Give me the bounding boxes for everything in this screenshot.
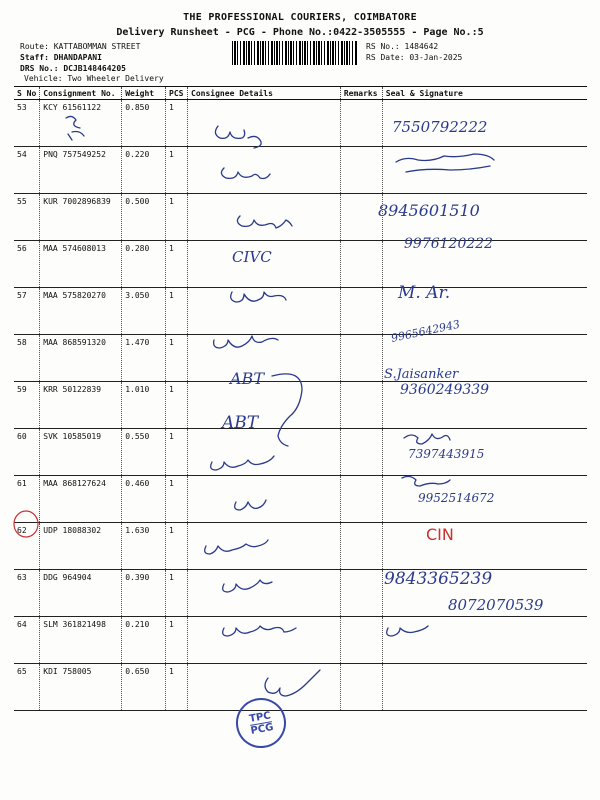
cell-pcs: 1 [166, 100, 188, 147]
cell-pcs: 1 [166, 382, 188, 429]
col-header-consignment: Consignment No. [40, 87, 122, 100]
cell-remarks [340, 241, 382, 288]
cell-weight: 0.550 [122, 429, 166, 476]
consignee-name-56: CIVC [232, 248, 272, 266]
remark-63: CIN [426, 525, 454, 544]
cell-consignee [188, 570, 341, 617]
cell-weight: 0.220 [122, 147, 166, 194]
table-row [14, 429, 587, 476]
cell-consignee [188, 523, 341, 570]
cell-remarks [340, 382, 382, 429]
cell-signature [382, 194, 587, 241]
signature-phone-65: 8072070539 [448, 596, 544, 614]
cell-sno: 59 [14, 382, 40, 429]
signature-57: M. Ar. [398, 283, 451, 303]
cell-weight: 0.850 [122, 100, 166, 147]
signature-phone-59: 9360249339 [400, 382, 490, 398]
stamp-top-text: TPC [248, 709, 272, 725]
col-header-sno: S No [14, 87, 40, 100]
cell-pcs: 1 [166, 664, 188, 711]
col-header-signature: Seal & Signature [382, 87, 587, 100]
cell-weight: 0.210 [122, 617, 166, 664]
cell-sno: 54 [14, 147, 40, 194]
signature-phone-55: 8945601510 [378, 201, 480, 220]
cell-signature [382, 476, 587, 523]
cell-consignment: SVK 10585019 [40, 429, 122, 476]
cell-remarks [340, 523, 382, 570]
barcode [232, 41, 358, 65]
rs-date: RS Date: 03-Jan-2025 [366, 53, 463, 62]
table-row [14, 147, 587, 194]
cell-consignee [188, 194, 341, 241]
signature-phone-58: 9965642943 [389, 317, 462, 345]
runsheet-subtitle: Delivery Runsheet - PCG - Phone No.:0422-3505555 - Page No.:5 [116, 27, 484, 38]
cell-pcs: 1 [166, 570, 188, 617]
cell-pcs: 1 [166, 429, 188, 476]
cell-signature [382, 617, 587, 664]
cell-signature [382, 523, 587, 570]
cell-pcs: 1 [166, 523, 188, 570]
cell-consignment: KDI 758005 [40, 664, 122, 711]
cell-weight: 0.650 [122, 664, 166, 711]
cell-signature [382, 147, 587, 194]
cell-signature [382, 664, 587, 711]
cell-sno: 63 [14, 570, 40, 617]
cell-consignment: MAA 574608013 [40, 241, 122, 288]
cell-remarks [340, 335, 382, 382]
cell-pcs: 1 [166, 288, 188, 335]
cell-consignee [188, 617, 341, 664]
cell-signature [382, 241, 587, 288]
table-row [14, 476, 587, 523]
cell-consignment: MAA 575820270 [40, 288, 122, 335]
drs-line [20, 64, 126, 73]
signature-phone-53: 7550792222 [392, 118, 488, 136]
cell-weight: 1.010 [122, 382, 166, 429]
vehicle-text: Vehicle: Two Wheeler Delivery [24, 74, 164, 83]
cell-pcs: 1 [166, 194, 188, 241]
cell-pcs: 1 [166, 335, 188, 382]
staff-line [20, 53, 102, 62]
cell-consignment: KUR 7002896839 [40, 194, 122, 241]
cell-sno: 64 [14, 617, 40, 664]
cell-pcs: 1 [166, 147, 188, 194]
cell-consignment: DDG 964904 [40, 570, 122, 617]
table-row [14, 100, 587, 147]
staff-name: DHANDAPANI [53, 53, 102, 62]
cell-weight: 0.280 [122, 241, 166, 288]
table-row [14, 241, 587, 288]
cell-weight: 0.460 [122, 476, 166, 523]
route-text: Route: KATTABOMMAN STREET [20, 42, 141, 51]
cell-consignment: MAA 868127624 [40, 476, 122, 523]
stamp-bottom-text: PCG [249, 721, 275, 737]
cell-consignment: PNQ 757549252 [40, 147, 122, 194]
cell-consignee [188, 288, 341, 335]
cell-consignment: KRR 50122839 [40, 382, 122, 429]
cell-sno: 65 [14, 664, 40, 711]
table-header [14, 87, 587, 100]
company-name: THE PROFESSIONAL COURIERS, COIMBATORE [183, 12, 417, 23]
cell-signature [382, 429, 587, 476]
cell-remarks [340, 570, 382, 617]
drs-label: DRS No.: [20, 64, 59, 73]
cell-weight: 1.470 [122, 335, 166, 382]
runsheet-table [14, 86, 587, 711]
cell-sno: 53 [14, 100, 40, 147]
cell-weight: 3.050 [122, 288, 166, 335]
staff-label: Staff: [20, 53, 49, 62]
cell-consignment: KCY 61561122 [40, 100, 122, 147]
cell-signature [382, 570, 587, 617]
table-row [14, 382, 587, 429]
cell-remarks [340, 617, 382, 664]
cell-remarks [340, 288, 382, 335]
cell-consignee [188, 100, 341, 147]
cell-remarks [340, 476, 382, 523]
signature-phone-56: 9976120222 [404, 236, 494, 252]
cell-pcs: 1 [166, 476, 188, 523]
rs-number: RS No.: 1484642 [366, 42, 439, 51]
signature-59: S.Jaisanker [384, 367, 459, 382]
signature-phone-61: 7397443915 [408, 447, 485, 461]
cell-consignee [188, 382, 341, 429]
cell-signature [382, 335, 587, 382]
cell-sno: 57 [14, 288, 40, 335]
table-row [14, 664, 587, 711]
consignee-name-60: ABT [222, 413, 259, 433]
col-header-consignee: Consignee Details [188, 87, 341, 100]
cell-pcs: 1 [166, 241, 188, 288]
cell-remarks [340, 664, 382, 711]
table-row [14, 288, 587, 335]
cell-weight: 0.500 [122, 194, 166, 241]
col-header-pcs: PCS [166, 87, 188, 100]
cell-consignee [188, 476, 341, 523]
cell-remarks [340, 429, 382, 476]
cell-sno: 58 [14, 335, 40, 382]
cell-signature [382, 288, 587, 335]
cell-consignee [188, 335, 341, 382]
cell-sno: 61 [14, 476, 40, 523]
cell-sno: 55 [14, 194, 40, 241]
col-header-remarks: Remarks [340, 87, 382, 100]
cell-weight: 0.390 [122, 570, 166, 617]
cell-remarks [340, 100, 382, 147]
consignee-name-59: ABT [230, 369, 264, 388]
table-row [14, 570, 587, 617]
cell-sno: 60 [14, 429, 40, 476]
cell-consignment: UDP 18088302 [40, 523, 122, 570]
cell-sno: 62 [14, 523, 40, 570]
signature-phone-62: 9952514672 [418, 491, 495, 505]
table-row [14, 335, 587, 382]
cell-signature [382, 382, 587, 429]
signature-phone-64: 9843365239 [384, 569, 493, 589]
cell-weight: 1.630 [122, 523, 166, 570]
cell-pcs: 1 [166, 617, 188, 664]
cell-signature [382, 100, 587, 147]
drs-number: DCJB148464205 [63, 64, 126, 73]
col-header-weight: Weight [122, 87, 166, 100]
cell-consignee [188, 241, 341, 288]
cell-consignee [188, 147, 341, 194]
table-row [14, 194, 587, 241]
cell-sno: 56 [14, 241, 40, 288]
cell-consignee [188, 429, 341, 476]
table-row [14, 523, 587, 570]
cell-consignment: MAA 868591320 [40, 335, 122, 382]
cell-remarks [340, 194, 382, 241]
cell-remarks [340, 147, 382, 194]
cell-consignment: SLM 361821498 [40, 617, 122, 664]
table-row [14, 617, 587, 664]
